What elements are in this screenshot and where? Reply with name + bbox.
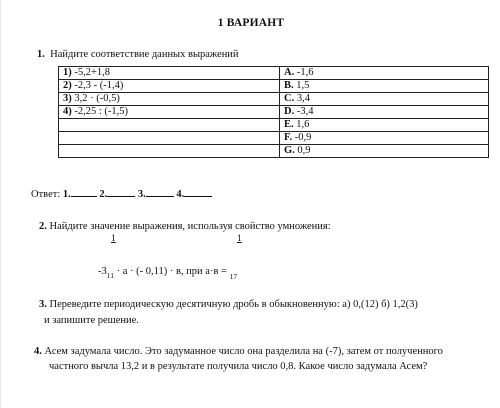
table-row [59, 145, 489, 158]
answer-label: Ответ: [31, 189, 61, 200]
task1-heading [37, 49, 239, 60]
task3-text: Переведите периодическую десятичную дробь в обыкновенную: а) 0,(12) б) 1,2(3) [49, 299, 418, 310]
table-row [59, 119, 489, 132]
task3-line2: и запишите решение. [44, 315, 139, 326]
left-cell [59, 119, 280, 132]
right-cell: C. 3,4 [280, 93, 489, 106]
answer-blank-3[interactable] [146, 187, 174, 197]
task3-number: 3. [39, 299, 47, 310]
answer-blank-4[interactable] [184, 187, 212, 197]
left-cell: 2) -2,3 - (-1,4) [59, 80, 280, 93]
right-cell: G. 0,9 [280, 145, 489, 158]
task1-text: Найдите соответствие данных выражений [50, 49, 239, 60]
fraction1-denominator: 11 [106, 271, 114, 280]
expr-start: -3 [98, 266, 107, 277]
task4-line2: частного вычла 13,2 и в результате получила число 0,8. Какое число задумала Асем? [49, 361, 428, 372]
right-cell: B. 1,5 [280, 80, 489, 93]
left-cell [59, 145, 280, 158]
task2-expression [98, 266, 238, 281]
task2-heading [39, 221, 331, 232]
right-cell: F. -0,9 [280, 132, 489, 145]
answer-blank-1[interactable] [71, 187, 97, 197]
table-row [59, 106, 489, 119]
left-cell: 1) -5,2+1,8 [59, 67, 280, 80]
left-cell: 4) -2,25 : (-1,5) [59, 106, 280, 119]
answer-slot-2: 2. [99, 189, 108, 200]
task2-number: 2. [39, 221, 47, 232]
answer-slot-1: 1. [62, 189, 71, 200]
right-cell: E. 1,6 [280, 119, 489, 132]
right-cell: D. -3,4 [280, 106, 489, 119]
table-row [59, 93, 489, 106]
task4-line1 [34, 346, 443, 357]
answer-slot-3: 3. [137, 189, 146, 200]
fraction2-denominator: 17 [229, 272, 238, 281]
task4-number: 4. [34, 346, 42, 357]
table-row [59, 80, 489, 93]
table-row [59, 67, 489, 80]
right-cell: A. -1,6 [280, 67, 489, 80]
fraction1-numerator: 1 [111, 234, 116, 244]
expr-middle: · а · (- 0,11) · в, при а·в = [116, 266, 227, 277]
task3-line1 [39, 299, 418, 310]
task1-number: 1. [37, 49, 45, 60]
matching-table [58, 66, 489, 158]
task2-text: Найдите значение выражения, используя свойство умножения: [49, 221, 331, 232]
table-row [59, 132, 489, 145]
answer-slot-4: 4. [176, 189, 185, 200]
fraction2-numerator: 1 [237, 234, 242, 244]
left-cell [59, 132, 280, 145]
task4-text: Асем задумала число. Это задуманное число она разделила на (-7), затем от полученного [44, 346, 443, 357]
left-cell: 3) 3,2 · (-0,5) [59, 93, 280, 106]
answer-line [31, 187, 212, 200]
answer-blank-2[interactable] [107, 187, 135, 197]
page-title: 1 ВАРИАНТ [217, 17, 285, 29]
